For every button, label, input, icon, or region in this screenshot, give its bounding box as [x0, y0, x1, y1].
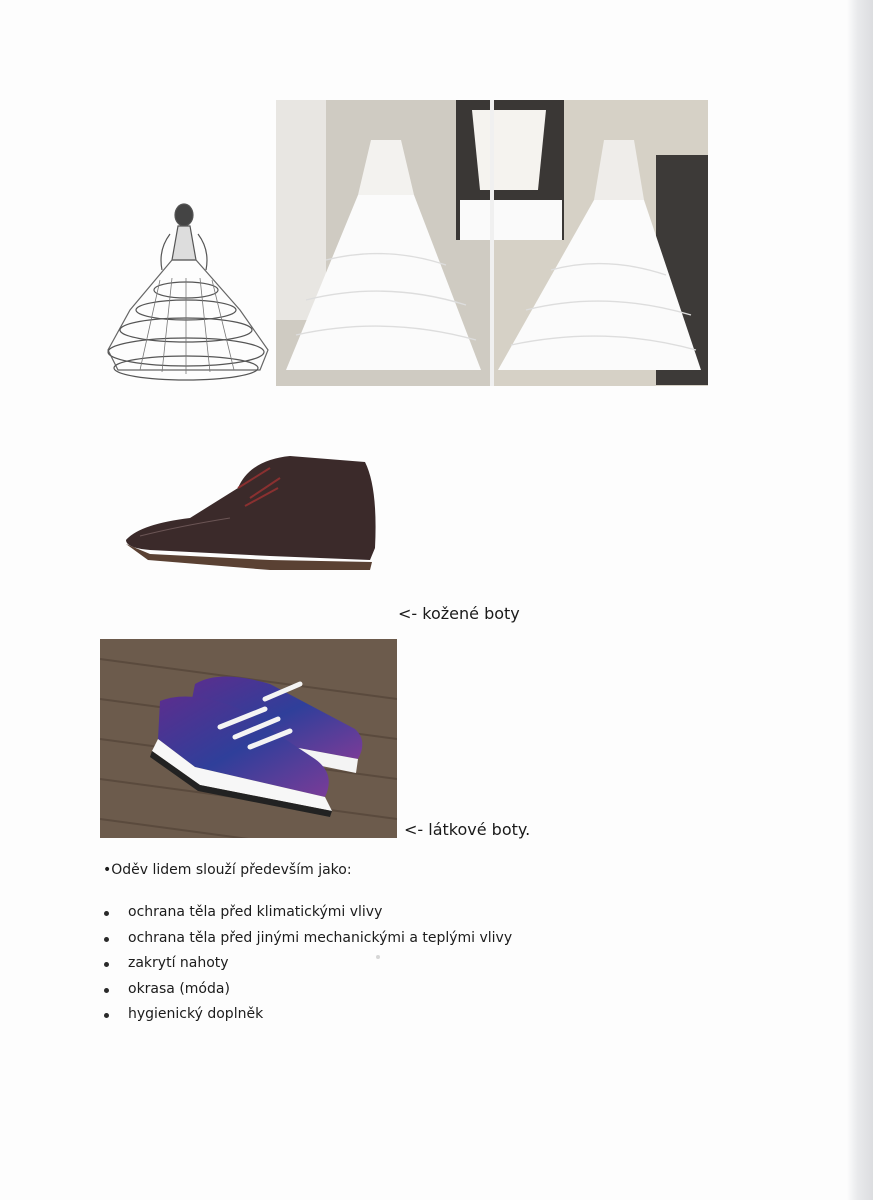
list-item-label: ochrana těla před jinými mechanickými a teplými vlivy — [128, 929, 513, 946]
list-item-label: ochrana těla před klimatickými vlivy — [128, 904, 383, 920]
list-item — [98, 900, 512, 926]
list-item-label: zakrytí nahoty — [128, 955, 229, 971]
list-item — [98, 1002, 512, 1028]
list-item — [98, 977, 512, 1003]
bullet-icon — [104, 988, 109, 993]
crinoline-sketch-image — [100, 190, 272, 385]
scan-speck — [376, 955, 380, 959]
clothing-purpose-list — [98, 900, 512, 1028]
leather-shoe-caption: <- kožené boty — [398, 604, 520, 623]
list-item-label: okrasa (móda) — [128, 980, 230, 997]
wedding-dress-collage-image — [276, 100, 708, 386]
list-item — [98, 926, 512, 952]
bullet-icon — [104, 962, 109, 967]
leather-shoe-image — [120, 448, 382, 580]
canvas-shoes-caption: <- látkové boty. — [404, 820, 531, 839]
list-item — [98, 951, 512, 977]
canvas-shoes-image — [100, 639, 397, 838]
scan-edge — [847, 0, 873, 1200]
bullet-icon — [104, 937, 109, 942]
bullet-icon — [104, 911, 109, 916]
clothing-purpose-intro: •Oděv lidem slouží především jako: — [103, 862, 352, 878]
bullet-icon — [104, 1013, 109, 1018]
list-item-label: hygienický doplněk — [128, 1006, 264, 1022]
